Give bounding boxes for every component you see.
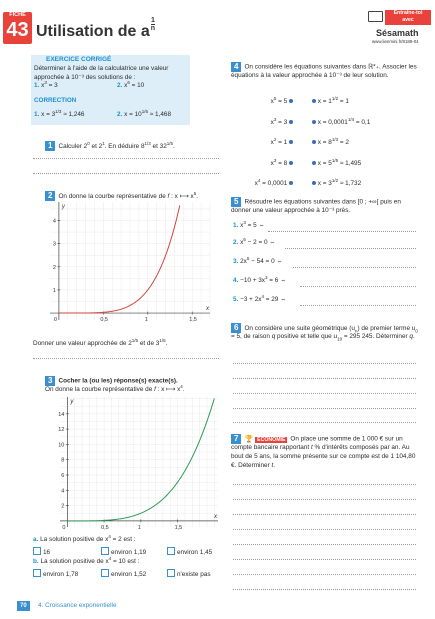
equation-item-4: 4. $-10 + 3x^3 = 6$ ⇔ bbox=[233, 274, 287, 284]
exercise-4 bbox=[231, 62, 421, 81]
answer-line[interactable] bbox=[300, 305, 416, 306]
checkbox[interactable] bbox=[33, 547, 41, 555]
value-5[interactable]: $x = 3^{1/2} \approx 1,732$ bbox=[312, 180, 422, 201]
fiche-number: 43 bbox=[6, 19, 29, 41]
chart-axes bbox=[60, 397, 218, 527]
badge-cta bbox=[385, 10, 431, 25]
value-2[interactable]: $x = 0,0001^{1/4} = 0,1$ bbox=[312, 119, 422, 140]
economie-tag: ÉCONOMIE bbox=[257, 436, 286, 443]
answer-line[interactable] bbox=[233, 422, 416, 423]
equation-3[interactable]: $x^2 = 1$ bbox=[245, 139, 293, 160]
y-axis-label: y bbox=[70, 399, 74, 405]
checkbox[interactable] bbox=[101, 547, 109, 555]
exercise-number: 3 bbox=[45, 376, 55, 386]
option-label: n'existe pas bbox=[177, 571, 211, 578]
option-a-3[interactable] bbox=[167, 547, 212, 558]
exercise-7-text: On place une somme de 1 000 € sur un compte bancaire rapportant t % d'intérêts composés par an. Au bout de 5 ans, la somme présente sur ce compte est de 1 104,80 €. Déterminer t. bbox=[231, 435, 416, 469]
option-label: environ 1,45 bbox=[177, 549, 213, 556]
exercise-5 bbox=[231, 197, 421, 216]
option-label: environ 1,78 bbox=[43, 571, 79, 578]
exercise-number: 5 bbox=[231, 197, 241, 207]
equation-4[interactable]: $x^3 = 8$ bbox=[245, 160, 293, 181]
answer-line[interactable] bbox=[233, 363, 416, 364]
badge-url[interactable]: www.lienmini.fr/8188-04 bbox=[372, 39, 419, 44]
answer-line[interactable] bbox=[233, 514, 416, 515]
sesamath-logo: Sésamath bbox=[376, 28, 419, 38]
exercise-number: 1 bbox=[45, 141, 55, 151]
answer-line[interactable] bbox=[233, 589, 416, 590]
example-heading: EXERCICE CORRIGÉ bbox=[46, 56, 112, 63]
x-tick-label: 0,5 bbox=[100, 317, 108, 324]
fiche-label: FICHE bbox=[9, 12, 26, 18]
answer-line[interactable] bbox=[233, 529, 416, 530]
monitor-icon bbox=[368, 11, 383, 22]
badge-line1: Entraîne-toi bbox=[393, 10, 423, 16]
y-tick-label: 4 bbox=[61, 488, 65, 495]
question-a: a. La solution positive de $x^4 = 2$ est : bbox=[33, 533, 136, 543]
x-axis-label: x bbox=[206, 306, 209, 313]
x-axis-label: x bbox=[214, 513, 217, 520]
option-b-2[interactable] bbox=[101, 569, 146, 580]
x-tick-label: 1 bbox=[137, 524, 141, 531]
sesamath-badge[interactable] bbox=[368, 10, 432, 47]
option-b-1[interactable] bbox=[33, 569, 78, 580]
matching-right bbox=[312, 95, 422, 201]
x-tick-label: 1 bbox=[144, 317, 148, 324]
y-tick-label: 3 bbox=[52, 241, 56, 248]
question-b: b. La solution positive de $x^4 = 10$ est : bbox=[33, 555, 140, 565]
option-label: 16 bbox=[43, 549, 51, 556]
trophy-icon: 🏆 bbox=[244, 435, 254, 443]
y-tick-label: 4 bbox=[52, 218, 56, 225]
y-tick-label: 2 bbox=[61, 503, 65, 510]
title-exp-den: n bbox=[150, 25, 156, 32]
option-a-1[interactable] bbox=[33, 547, 50, 558]
y-tick-label: 6 bbox=[61, 473, 65, 479]
y-tick-label: 8 bbox=[61, 457, 65, 464]
example-item-1: 1. $x^3 = 3$ bbox=[34, 79, 58, 89]
y-tick-label: 12 bbox=[58, 427, 65, 434]
curve-x5 bbox=[59, 205, 180, 313]
answer-line[interactable] bbox=[233, 378, 416, 379]
matching-left bbox=[245, 95, 293, 201]
equation-item-3: 3. $2x^5 - 54 = 0$ ⇔ bbox=[233, 255, 283, 265]
y-tick-label: 2 bbox=[52, 264, 56, 271]
exercise-number: 2 bbox=[45, 191, 55, 201]
y-tick-label: 14 bbox=[58, 411, 65, 418]
option-label: environ 1,19 bbox=[111, 549, 147, 556]
correction-2: 2. $x = 10^{1/6} \approx 1,468$ bbox=[117, 108, 172, 118]
exercise-3 bbox=[45, 376, 178, 386]
equation-item-2: 2. $x^6 - 2 = 0$ ⇔ bbox=[233, 236, 276, 246]
answer-line[interactable] bbox=[233, 393, 416, 394]
checkbox[interactable] bbox=[167, 547, 175, 555]
correction-1: 1. $x = 3^{1/3} \approx 1,246$ bbox=[34, 108, 85, 118]
chart-x5 bbox=[44, 198, 214, 326]
exercise-2-question: Donner une valeur approchée de $2^{1/5}$ et de $3^{1/5}$. bbox=[33, 337, 168, 347]
exercise-3-text: On donne la courbe représentative de f : x ⟼ $x^4$. bbox=[45, 383, 185, 393]
title-exp-num: 1 bbox=[150, 17, 155, 24]
y-axis-label: y bbox=[61, 204, 65, 210]
value-4[interactable]: $x = 5^{1/5} \approx 1,495$ bbox=[312, 160, 422, 181]
answer-line[interactable] bbox=[233, 559, 416, 560]
x-tick-label: 0,5 bbox=[101, 524, 109, 531]
answer-line[interactable] bbox=[293, 267, 416, 268]
chart-tick-labels bbox=[58, 412, 182, 531]
answer-line[interactable] bbox=[300, 286, 416, 287]
page-number: 70 bbox=[17, 601, 30, 611]
answer-line[interactable] bbox=[233, 574, 416, 575]
answer-line[interactable] bbox=[33, 173, 219, 174]
exercise-3-title: Cocher la (ou les) réponse(s) exacte(s). bbox=[58, 377, 178, 385]
example-text: Déterminer à l'aide de la calculatrice une valeur approchée à 10⁻³ des solutions de : bbox=[34, 65, 169, 81]
answer-line[interactable] bbox=[33, 358, 219, 359]
exercise-5-text: Résoudre les équations suivantes dans [0 ; +∞[ puis en donner une valeur approchée à 10⁻³ près. bbox=[231, 198, 401, 215]
y-tick-label: 1 bbox=[52, 287, 56, 294]
badge-line2: avec bbox=[402, 17, 414, 23]
exercise-6-text: On considère une suite géométrique $(u_n)$ de premier terme $u_0 = 5$, de raison q positive et telle que $u_{10} = 295$ 245. Déterminer q. bbox=[231, 324, 418, 342]
exercise-7 bbox=[231, 434, 421, 470]
x-tick-label: 0 bbox=[53, 317, 57, 324]
answer-line[interactable] bbox=[33, 158, 219, 159]
chart-grid bbox=[50, 202, 210, 320]
fiche-badge bbox=[3, 12, 32, 44]
correction-heading: CORRECTION bbox=[34, 97, 77, 104]
answer-line[interactable] bbox=[268, 231, 416, 232]
page-title-text: Utilisation de a bbox=[36, 23, 150, 40]
equation-item-5: 5. $-3 + 2x^4 = 29$ ⇔ bbox=[233, 293, 287, 303]
value-1[interactable]: $x = 1^{1/2} = 1$ bbox=[312, 98, 422, 119]
x-tick-label: 0 bbox=[62, 524, 66, 531]
answer-line[interactable] bbox=[233, 499, 416, 500]
exercise-number: 7 bbox=[231, 434, 241, 444]
answer-line[interactable] bbox=[233, 484, 416, 485]
exercise-6 bbox=[231, 323, 421, 342]
exercise-number: 4 bbox=[231, 62, 241, 72]
exercise-4-text: On considère les équations suivantes dans ℝ*₊. Associer les équations à la valeur approchée à 10⁻³ de leur solution. bbox=[231, 63, 417, 80]
page-title bbox=[36, 17, 155, 43]
answer-line[interactable] bbox=[233, 544, 416, 545]
x-tick-label: 1,5 bbox=[174, 524, 183, 531]
option-label: environ 1,52 bbox=[111, 571, 147, 578]
equation-2[interactable]: $x^3 = 3$ bbox=[245, 119, 293, 140]
exercise-number: 6 bbox=[231, 323, 241, 333]
checkbox[interactable] bbox=[33, 569, 41, 577]
exercise-2-text: On donne la courbe représentative de f : x ⟼ $x^5$. bbox=[58, 190, 199, 200]
equation-5[interactable]: $x^4 = 0,0001$ bbox=[245, 180, 293, 201]
equation-1[interactable]: $x^5 = 5$ bbox=[245, 98, 293, 119]
checkbox[interactable] bbox=[101, 569, 109, 577]
chart-x4 bbox=[52, 393, 222, 531]
exercise-1 bbox=[45, 141, 175, 151]
chapter-title: 4. Croissance exponentielle bbox=[38, 602, 117, 609]
answer-line[interactable] bbox=[285, 248, 416, 249]
exercise-1-text: Calculer $2^0$ et $2^1$. En déduire $8^{1/3}$ et $32^{1/5}$. bbox=[58, 140, 175, 150]
x-tick-label: 1,5 bbox=[189, 317, 197, 324]
option-b-3[interactable] bbox=[167, 569, 211, 580]
example-item-2: 2. $x^6 = 10$ bbox=[117, 79, 145, 89]
y-tick-label: 10 bbox=[58, 442, 65, 449]
equation-item-1: 1. $x^3 = 5$ ⇔ bbox=[233, 219, 265, 229]
chart-grid bbox=[60, 397, 218, 527]
value-3[interactable]: $x = 8^{1/3} = 2$ bbox=[312, 139, 422, 160]
answer-line[interactable] bbox=[233, 408, 416, 409]
checkbox[interactable] bbox=[167, 569, 175, 577]
